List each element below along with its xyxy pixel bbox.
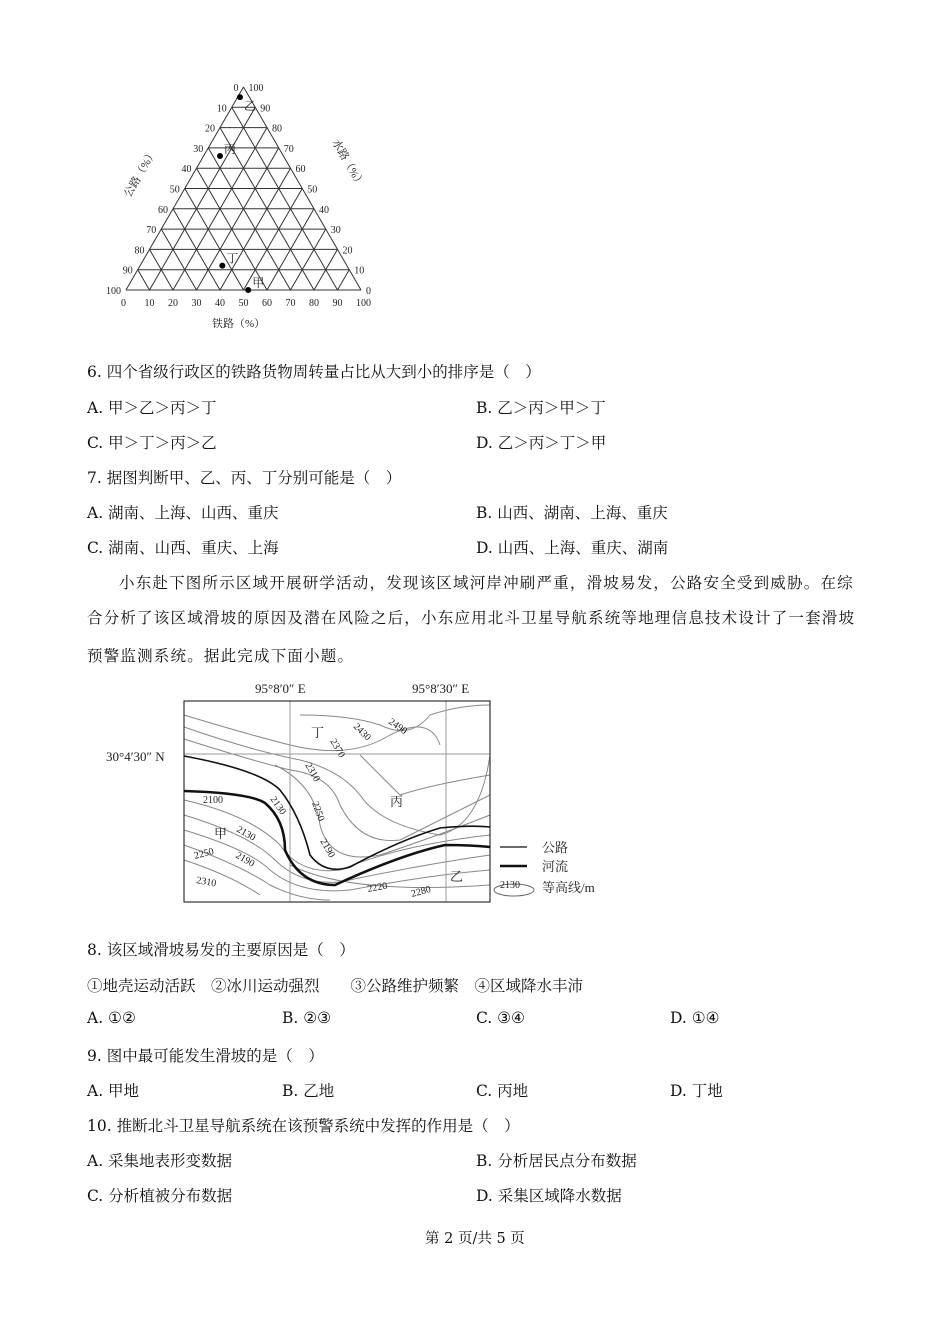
passage-line: 小东赴下图所示区域开展研学活动，发现该区域河岸冲刷严重，滑坡易发，公路安全受到威胁。在综	[119, 574, 854, 592]
place-bing: 丙	[390, 794, 404, 809]
grid-line	[232, 107, 338, 290]
passage-line: 合分析了该区域滑坡的原因及潜在风险之后，小东应用北斗卫星导航系统等地理信息技术设计了一套滑坡	[87, 609, 856, 627]
contour-label: 2490	[386, 716, 409, 737]
q7-option-d[interactable]: D. 山西、上海、重庆、湖南	[476, 539, 669, 557]
point-label: 乙	[243, 99, 256, 114]
q10-option-d[interactable]: D. 采集区域降水数据	[476, 1187, 622, 1205]
axis-label-water: 水路（%）	[329, 137, 367, 190]
grid-line	[338, 270, 350, 290]
tick-label-railway: 30	[191, 298, 202, 309]
q8-option-c[interactable]: C. ③④	[476, 1009, 525, 1027]
tick-label-highway: 100	[106, 286, 121, 297]
contour-label: 2220	[366, 880, 389, 895]
q6-stem: 6. 四个省级行政区的铁路货物周转量占比从大到小的排序是（ ）	[87, 363, 541, 381]
data-point	[217, 153, 223, 159]
passage-line: 预警监测系统。据此完成下面小题。	[87, 647, 355, 665]
tick-label-water: 50	[307, 184, 318, 196]
tick-label-water: 40	[319, 204, 329, 216]
contour-label: 2310	[302, 761, 322, 784]
data-point	[219, 263, 225, 269]
contour-label: 2100	[203, 795, 223, 806]
point-label: 甲	[252, 276, 265, 290]
axis-label-highway: 公路（%）	[122, 147, 160, 200]
q6-option-a[interactable]: A. 甲＞乙＞丙＞丁	[87, 399, 217, 417]
q10-stem: 10. 推断北斗卫星导航系统在该预警系统中发挥的作用是（ ）	[87, 1117, 520, 1135]
tick-label-railway: 70	[285, 298, 296, 309]
q8-option-a[interactable]: A. ①②	[87, 1009, 136, 1027]
contour-label: 2430	[350, 721, 373, 744]
grid-line	[244, 189, 303, 291]
contour-label: 2190	[317, 837, 337, 860]
tick-label-railway: 90	[332, 298, 343, 309]
tick-label-water: 20	[342, 245, 353, 257]
q9-option-d[interactable]: D. 丁地	[670, 1082, 723, 1100]
legend-river: 河流	[542, 859, 569, 874]
tick-label-railway: 50	[238, 298, 249, 309]
tick-label-highway: 10	[216, 103, 227, 115]
data-point	[237, 94, 243, 100]
point-label: 丁	[226, 251, 239, 266]
data-point	[245, 287, 251, 293]
q10-option-c[interactable]: C. 分析植被分布数据	[87, 1187, 233, 1205]
q9-option-a[interactable]: A. 甲地	[87, 1082, 140, 1100]
q6-option-c[interactable]: C. 甲＞丁＞丙＞乙	[87, 434, 217, 452]
longitude-label: 95°8′0″ E	[255, 681, 306, 696]
q8-stem: 8. 该区域滑坡易发的主要原因是（ ）	[87, 941, 355, 959]
contour-label: 2250	[309, 800, 327, 823]
q9-stem: 9. 图中最可能发生滑坡的是（ ）	[87, 1047, 324, 1065]
q7-option-b[interactable]: B. 山西、湖南、上海、重庆	[476, 504, 668, 522]
tick-label-water: 10	[354, 265, 365, 277]
tick-label-railway: 40	[215, 298, 225, 309]
contour-map	[100, 675, 640, 910]
q6-option-d[interactable]: D. 乙＞丙＞丁＞甲	[476, 434, 607, 452]
q7-stem: 7. 据图判断甲、乙、丙、丁分别可能是（ ）	[87, 469, 402, 487]
tick-label-water: 60	[295, 164, 306, 176]
q8-option-b[interactable]: B. ②③	[282, 1009, 332, 1027]
grid-line	[161, 229, 196, 290]
tick-label-highway: 40	[181, 164, 192, 176]
contour-label: 2280	[409, 884, 433, 900]
point-label: 丙	[224, 142, 237, 157]
contour-label: 2250	[192, 846, 216, 862]
latitude-label: 30°4′30″ N	[106, 749, 165, 764]
q7-option-a[interactable]: A. 湖南、上海、山西、重庆	[87, 504, 279, 522]
q8-items: ①地壳运动活跃 ②冰川运动强烈 ③公路维护频繁 ④区域降水丰沛	[87, 977, 584, 995]
q9-option-b[interactable]: B. 乙地	[282, 1082, 335, 1100]
grid-line	[138, 270, 150, 290]
tick-label-railway: 80	[309, 298, 319, 309]
q9-option-c[interactable]: C. 丙地	[476, 1082, 529, 1100]
legend-contour: 等高线/m	[542, 880, 595, 895]
longitude-label: 95°8′30″ E	[412, 681, 470, 696]
place-yi: 乙	[450, 869, 464, 884]
q7-option-c[interactable]: C. 湖南、山西、重庆、上海	[87, 539, 279, 557]
tick-label-railway: 10	[144, 298, 155, 309]
axis-label-railway: 铁路（%）	[212, 318, 266, 330]
contour-label: 2130	[267, 794, 289, 818]
contour-label: 2370	[327, 737, 347, 760]
contour-label: 2310	[195, 875, 218, 890]
tick-label-highway: 80	[134, 245, 145, 257]
tick-label-railway: 0	[121, 298, 126, 309]
grid-line	[150, 107, 256, 290]
contour-label: 2190	[233, 850, 257, 870]
tick-label-highway: 60	[158, 204, 168, 216]
q6-option-b[interactable]: B. 乙＞丙＞甲＞丁	[476, 399, 606, 417]
tick-label-water: 80	[272, 123, 282, 135]
tick-label-highway: 20	[205, 123, 215, 135]
grid-line	[185, 189, 244, 291]
tick-label-highway: 30	[193, 143, 204, 155]
place-ding: 丁	[311, 725, 325, 740]
legend-road: 公路	[542, 840, 569, 855]
ternary-diagram	[100, 70, 390, 340]
tick-label-water: 100	[248, 83, 264, 94]
tick-label-highway: 50	[169, 184, 180, 196]
tick-label-water: 90	[260, 103, 271, 115]
tick-label-water: 70	[283, 143, 294, 155]
grid-line	[208, 148, 290, 290]
tick-label-water: 0	[366, 286, 371, 297]
q10-option-a[interactable]: A. 采集地表形变数据	[87, 1152, 233, 1170]
place-jia: 甲	[214, 826, 228, 841]
legend-contour-sample: 2130	[500, 880, 520, 891]
contour-label: 2130	[234, 824, 258, 844]
q8-option-d[interactable]: D. ①④	[670, 1009, 720, 1027]
tick-label-railway: 20	[168, 298, 178, 309]
grid-line	[291, 229, 326, 290]
q10-option-b[interactable]: B. 分析居民点分布数据	[476, 1152, 637, 1170]
tick-label-highway: 70	[146, 225, 157, 237]
page-footer: 第 2 页/共 5 页	[425, 1231, 525, 1247]
tick-label-highway: 0	[233, 83, 239, 94]
tick-label-water: 30	[330, 225, 341, 237]
tick-label-railway: 60	[262, 298, 272, 309]
grid-line	[197, 148, 279, 290]
tick-label-highway: 90	[122, 265, 133, 277]
tick-label-railway: 100	[356, 298, 371, 309]
